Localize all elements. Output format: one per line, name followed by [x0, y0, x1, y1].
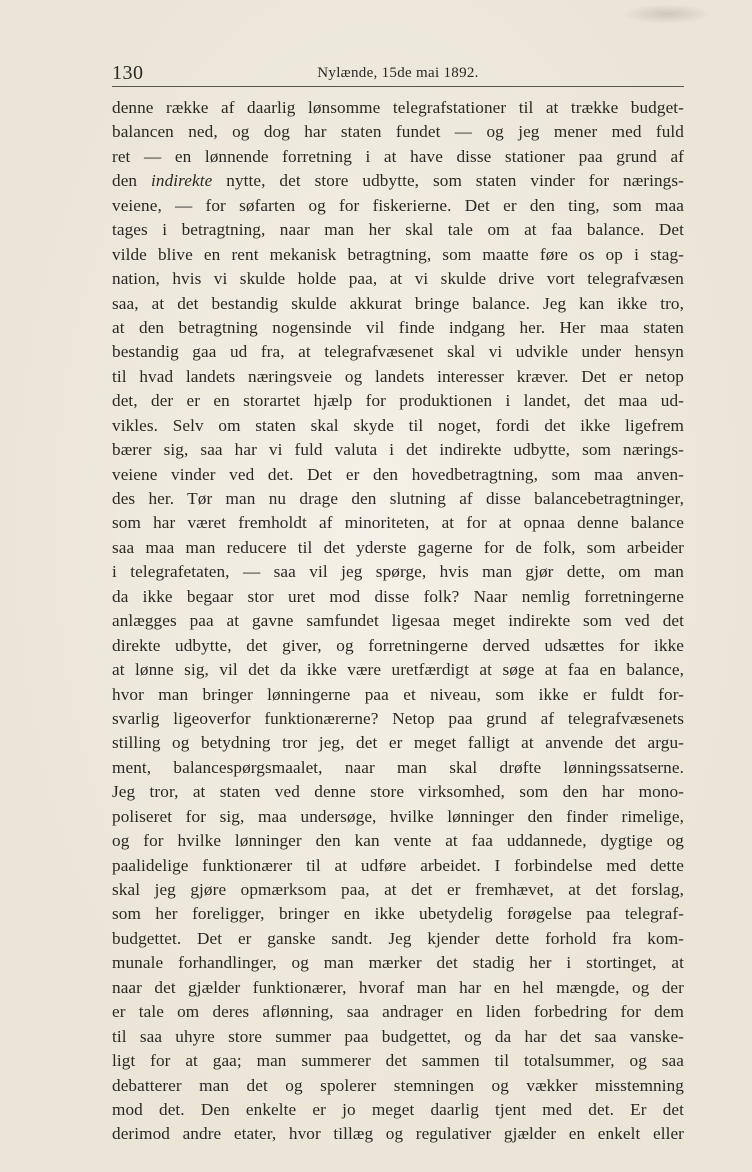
- text-segment: direkte udbytte, det giver, og forretningerne derved udsættes for ikke: [112, 635, 684, 655]
- text-segment: saa maa man reducere til det yderste gagerne for de folk, som arbeider: [112, 537, 684, 557]
- text-segment: at den betragtning nogensinde vil finde indgang her. Her maa staten: [112, 317, 684, 337]
- text-line: [112, 1025, 684, 1049]
- text-line: [112, 536, 684, 560]
- text-line: [112, 218, 684, 242]
- text-line: [112, 927, 684, 951]
- text-segment: vilde blive en rent mekanisk betragtning, som maatte føre os op i stag-: [112, 244, 684, 264]
- text-line: [112, 609, 684, 633]
- body-text: [112, 96, 684, 1147]
- text-line: [112, 463, 684, 487]
- text-segment: paalidelige funktionærer til at udføre arbeidet. I forbindelse med dette: [112, 855, 684, 875]
- text-segment: og for hvilke lønninger den kan vente at faa uddannede, dygtige og: [112, 831, 684, 851]
- running-head: Nylænde, 15de mai 1892.: [317, 65, 479, 81]
- text-line: [112, 340, 684, 364]
- text-segment: til hvad landets næringsveie og landets interesser kræver. Det er netop: [112, 366, 684, 386]
- text-line: [112, 414, 684, 438]
- text-line: [112, 829, 684, 853]
- text-segment: veiene, — for søfarten og for fiskerierne. Det er den ting, som maa: [112, 195, 684, 215]
- page-header: [112, 60, 684, 88]
- text-segment: nytte, det store udbytte, som staten vinder for nærings-: [212, 171, 684, 191]
- text-line: [112, 438, 684, 462]
- text-line: [112, 511, 684, 535]
- text-segment: budgettet. Det er ganske sandt. Jeg kjender dette forhold fra kom-: [112, 928, 684, 948]
- text-line: [112, 902, 684, 926]
- text-segment: ment, balancespørgsmaalet, naar man skal drøfte lønningssatserne.: [112, 757, 684, 777]
- text-line: [112, 1074, 684, 1098]
- text-line: [112, 976, 684, 1000]
- text-segment: det, der er en storartet hjælp for produktionen i landet, det maa ud-: [112, 391, 684, 411]
- text-segment: vikles. Selv om staten skal skyde til noget, fordi det ikke ligefrem: [112, 415, 684, 435]
- text-segment: derimod andre etater, hvor tillæg og regulativer gjælder en enkelt eller: [112, 1124, 684, 1144]
- text-segment: ret — en lønnende forretning i at have disse stationer paa grund af: [112, 146, 684, 166]
- emphasized-word: indirekte: [151, 171, 213, 191]
- text-line: [112, 805, 684, 829]
- text-line: [112, 96, 684, 120]
- text-segment: mod det. Den enkelte er jo meget daarlig tjent med det. Er det: [112, 1099, 684, 1119]
- text-line: [112, 145, 684, 169]
- page-number: 130: [112, 62, 144, 84]
- text-segment: i telegrafetaten, — saa vil jeg spørge, hvis man gjør dette, om man: [112, 562, 684, 582]
- text-segment: veiene vinder ved det. Det er den hovedbetragtning, som maa anven-: [112, 464, 684, 484]
- text-line: [112, 389, 684, 413]
- text-line: [112, 780, 684, 804]
- text-line: [112, 169, 684, 193]
- text-segment: som her foreligger, bringer en ikke ubetydelig forøgelse paa telegraf-: [112, 904, 684, 924]
- text-line: [112, 365, 684, 389]
- text-segment: den: [112, 171, 152, 191]
- text-line: [112, 878, 684, 902]
- text-line: [112, 731, 684, 755]
- text-segment: naar det gjælder funktionærer, hvoraf man har en hel mængde, og der: [112, 977, 684, 997]
- text-segment: nation, hvis vi skulde holde paa, at vi skulde drive vort telegrafvæsen: [112, 269, 684, 289]
- text-segment: at lønne sig, vil det da ikke være uretfærdigt at søge at faa en balance,: [112, 660, 684, 680]
- text-line: [112, 560, 684, 584]
- text-line: [112, 1000, 684, 1024]
- text-segment: bestandig gaa ud fra, at telegrafvæsenet skal vi udvikle under hensyn: [112, 342, 684, 362]
- text-line: [112, 194, 684, 218]
- header-rule: [112, 86, 684, 87]
- text-segment: stilling og betydning tror jeg, det er meget falligt at anvende det argu-: [112, 733, 684, 753]
- text-segment: til saa uhyre store summer paa budgettet, og da har det saa vanske-: [112, 1026, 684, 1046]
- text-segment: hvor man bringer lønningerne paa et niveau, som ikke er fuldt for-: [112, 684, 684, 704]
- text-line: [112, 292, 684, 316]
- text-segment: tages i betragtning, naar man her skal tale om at faa balance. Det: [112, 220, 684, 240]
- text-segment: skal jeg gjøre opmærksom paa, at det er fremhævet, at det forslag,: [112, 880, 684, 899]
- text-line: [112, 634, 684, 658]
- text-segment: anlægges paa at gavne samfundet ligesaa meget indirekte som ved det: [112, 611, 684, 631]
- page-smudge: [622, 4, 712, 24]
- text-line: [112, 1049, 684, 1073]
- text-line: [112, 707, 684, 731]
- text-line: [112, 120, 684, 144]
- text-segment: da ikke begaar stor uret mod disse folk? Naar nemlig forretningerne: [112, 586, 684, 606]
- text-line: [112, 951, 684, 975]
- text-segment: ligt for at gaa; man summerer det sammen til totalsummer, og saa: [112, 1051, 684, 1071]
- text-segment: er tale om deres aflønning, saa andrager en liden forbedring for dem: [112, 1002, 684, 1022]
- text-segment: Jeg tror, at staten ved denne store virksomhed, som den har mono-: [112, 782, 684, 802]
- text-segment: debatterer man det og spolerer stemningen og vækker misstemning: [112, 1075, 684, 1095]
- text-line: [112, 487, 684, 511]
- text-segment: bærer sig, saa har vi fuld valuta i det indirekte udbytte, som nærings-: [112, 440, 684, 460]
- text-line: [112, 585, 684, 609]
- text-line: [112, 1122, 684, 1146]
- text-line: [112, 756, 684, 780]
- text-line: [112, 1098, 684, 1122]
- text-line: [112, 658, 684, 682]
- text-segment: saa, at det bestandig skulde akkurat bringe balance. Jeg kan ikke tro,: [112, 293, 684, 313]
- text-line: [112, 854, 684, 878]
- text-segment: denne række af daarlig lønsomme telegrafstationer til at trække budget-: [112, 98, 684, 117]
- text-line: [112, 316, 684, 340]
- text-segment: svarlig ligeoverfor funktionærerne? Netop paa grund af telegrafvæsenets: [112, 708, 684, 728]
- text-line: [112, 243, 684, 267]
- text-segment: des her. Tør man nu drage den slutning af disse balancebetragtninger,: [112, 489, 684, 508]
- text-segment: munale forhandlinger, og man mærker det stadig her i stortinget, at: [112, 953, 684, 973]
- text-segment: balancen ned, og dog har staten fundet — og jeg mener med fuld: [112, 122, 684, 142]
- text-segment: poliseret for sig, maa undersøge, hvilke lønninger den finder rimelige,: [112, 806, 684, 826]
- text-line: [112, 267, 684, 291]
- text-line: [112, 683, 684, 707]
- text-segment: som har været fremholdt af minoriteten, at for at opnaa denne balance: [112, 513, 684, 533]
